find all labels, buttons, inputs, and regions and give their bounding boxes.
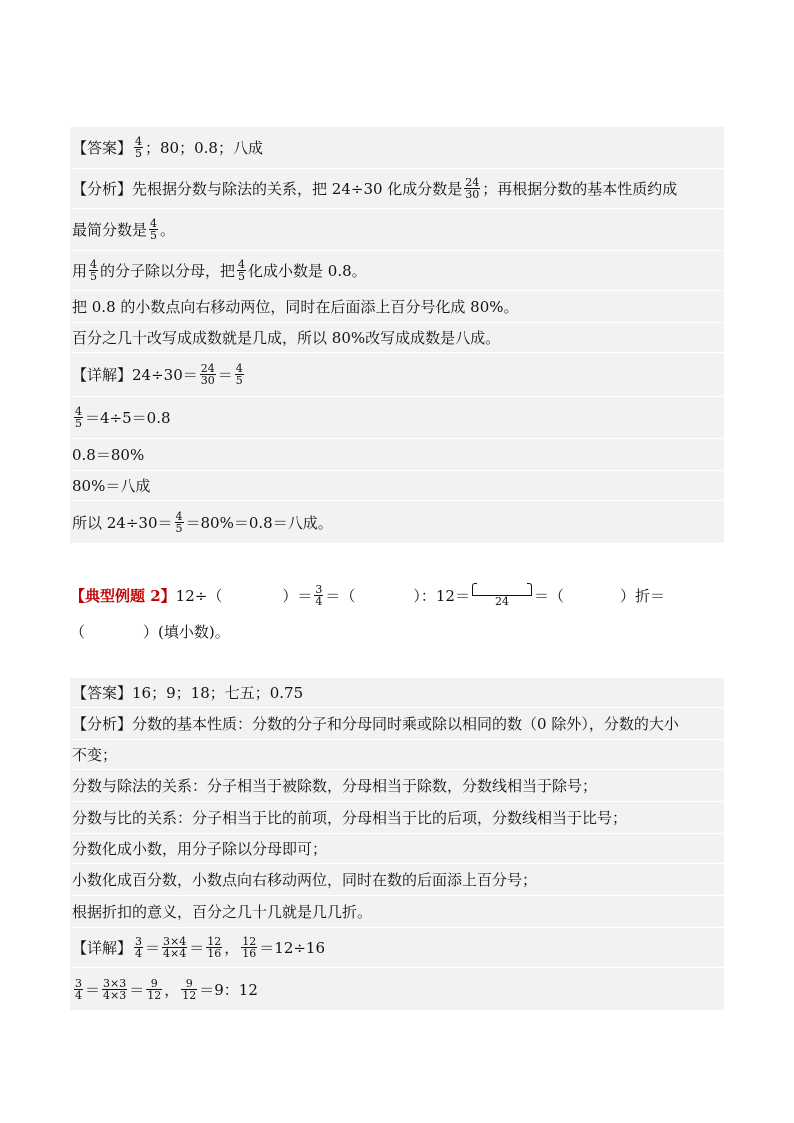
detail-text: 所以 24÷30＝ <box>72 513 173 532</box>
fraction-blank[interactable]: 24 <box>472 583 532 608</box>
fraction: $\frac{12}{16}$ <box>207 935 222 960</box>
fraction: $\frac{4}{5}$ <box>150 217 158 242</box>
question-text: ）(填小数)。 <box>143 622 230 641</box>
analysis-label: 【分析】 <box>72 715 133 733</box>
detail-label: 【详解】 <box>72 939 133 957</box>
fraction: $\frac{3}{4}$ <box>315 582 323 608</box>
fraction: $\frac{24}{30}$ <box>200 362 215 387</box>
detail-line <box>70 968 724 1010</box>
fraction: $\frac{9}{12}$ <box>182 976 197 1002</box>
answer-label: 【答案】 <box>72 139 133 157</box>
fraction: $\frac{12}{16}$ <box>242 935 257 960</box>
detail-line <box>70 471 724 501</box>
detail-text: ＝ <box>129 980 145 999</box>
analysis-text: 分数与比的关系：分子相当于比的前项，分母相当于比的后项，分数线相当于比号； <box>72 809 628 827</box>
analysis-text: 不变； <box>72 746 118 764</box>
question-text: ＝（ <box>325 586 356 605</box>
analysis-line <box>70 864 724 896</box>
analysis-text: 的分子除以分母，把 <box>100 262 236 280</box>
analysis-text: 百分之几十改写成成数就是几成，所以 80%改写成成数是八成。 <box>72 329 501 347</box>
analysis-line <box>70 169 724 209</box>
solution-block-2 <box>70 678 724 1010</box>
analysis-line <box>70 323 724 353</box>
question-text: ）折＝ <box>619 586 665 605</box>
fraction: $\frac{4}{5}$ <box>175 509 183 535</box>
analysis-text: 小数化成百分数，小数点向右移动两位，同时在数的后面添上百分号； <box>72 871 538 889</box>
analysis-text: 分数与除法的关系：分子相当于被除数，分母相当于除数，分数线相当于除号； <box>72 777 598 795</box>
question-text: 12÷（ <box>175 586 223 605</box>
detail-text: ， <box>224 939 240 957</box>
question-text: ＝（ <box>533 586 564 605</box>
question-label: 【典型例题 2】 <box>70 586 176 605</box>
question-text: （ <box>70 622 86 641</box>
fraction: $\frac{3}{4}$ <box>135 935 143 960</box>
fraction: $\frac{3\times 4}{4\times 4}$ <box>163 935 187 960</box>
analysis-line <box>70 802 724 834</box>
detail-label: 【详解】 <box>72 366 133 384</box>
detail-text: 24÷30＝ <box>132 366 198 384</box>
analysis-line <box>70 708 724 740</box>
analysis-text: 用 <box>72 262 88 280</box>
question-line <box>70 618 724 644</box>
fraction: $\frac{4}{5}$ <box>90 258 98 283</box>
analysis-line <box>70 209 724 251</box>
fraction: $\frac{9}{12}$ <box>147 976 162 1002</box>
analysis-text: 先根据分数与除法的关系，把 24÷30 化成分数是 <box>132 180 463 198</box>
analysis-line <box>70 896 724 928</box>
detail-text: ＝ <box>85 980 101 999</box>
question-text: ）：12＝ <box>413 586 470 605</box>
answer-line <box>70 127 724 169</box>
analysis-line <box>70 291 724 323</box>
analysis-line <box>70 770 724 802</box>
detail-line <box>70 439 724 471</box>
fraction: $\frac{3\times 3}{4\times 3}$ <box>103 976 127 1002</box>
detail-line <box>70 501 724 543</box>
analysis-text: 。 <box>160 221 176 239</box>
detail-text: ＝9：12 <box>199 980 258 999</box>
analysis-text: 化成小数是 0.8。 <box>248 262 367 280</box>
detail-text: 80%＝八成 <box>72 477 151 495</box>
detail-text: ＝4÷5＝0.8 <box>85 409 171 427</box>
analysis-line <box>70 740 724 770</box>
fraction: $\frac{3}{4}$ <box>75 976 82 1002</box>
answer-label: 【答案】 <box>72 684 133 702</box>
answer-line <box>70 678 724 708</box>
analysis-line <box>70 834 724 864</box>
analysis-label: 【分析】 <box>72 180 133 198</box>
answer-text: 16；9；18；七五；0.75 <box>132 684 304 702</box>
fraction: $\frac{4}{5}$ <box>238 258 246 283</box>
fraction: $\frac{4}{5}$ <box>135 135 143 160</box>
detail-text: ， <box>164 980 180 999</box>
detail-text: ＝12÷16 <box>259 939 326 957</box>
analysis-text: 把 0.8 的小数点向右移动两位，同时在后面添上百分号化成 80%。 <box>72 298 519 316</box>
detail-text: 0.8＝80% <box>72 446 145 464</box>
detail-text: ＝ <box>217 366 233 384</box>
analysis-text: 根据折扣的意义，百分之几十几就是几几折。 <box>72 903 373 921</box>
analysis-line <box>70 251 724 291</box>
analysis-text: 最简分数是 <box>72 221 148 239</box>
analysis-text: 分数的基本性质：分数的分子和分母同时乘或除以相同的数（0 除外），分数的大小 <box>132 715 679 733</box>
detail-text: ＝ <box>145 939 161 957</box>
analysis-text: 分数化成小数，用分子除以分母即可； <box>72 840 328 858</box>
fraction: $\frac{4}{5}$ <box>75 405 82 430</box>
detail-text: ＝ <box>189 939 205 957</box>
analysis-text: ；再根据分数的基本性质约成 <box>482 180 678 198</box>
fraction: $\frac{4}{5}$ <box>235 362 243 387</box>
question-text: ）＝ <box>282 586 313 605</box>
detail-line <box>70 397 724 439</box>
question-line <box>70 580 724 610</box>
solution-block-1 <box>70 127 724 543</box>
detail-line <box>70 353 724 397</box>
answer-text: ；80；0.8；八成 <box>145 139 263 157</box>
detail-text: ＝80%＝0.8＝八成。 <box>185 513 333 532</box>
fraction: $\frac{24}{30}$ <box>465 176 480 201</box>
detail-line <box>70 928 724 968</box>
